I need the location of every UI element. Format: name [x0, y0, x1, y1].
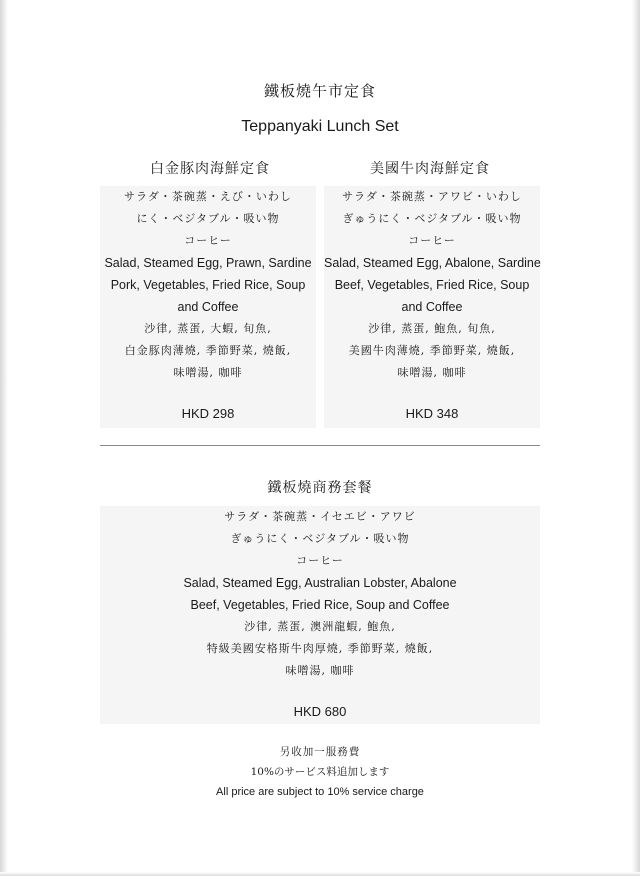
set-item-jp: ぎゅうにく・ベジタブル・吸い物 [230, 532, 410, 545]
set-item-cn: 美國牛肉薄燒, 季節野菜, 燒飯, [348, 344, 516, 357]
set-item-cn: 特級美國安格斯牛肉厚燒, 季節野菜, 燒飯, [206, 642, 434, 655]
set-item-jp: サラダ・茶碗蒸・イセエビ・アワビ [224, 510, 416, 523]
menu-title-japanese: 鐵板燒午市定食 [263, 82, 376, 100]
set-item-en: and Coffee [177, 300, 239, 314]
set-item-en: Salad, Steamed Egg, Abalone, Sardine [324, 256, 541, 270]
service-charge-en: All price are subject to 10% service charge [216, 786, 424, 798]
set-item-jp: コーヒー [184, 234, 232, 247]
set-item-cn: 沙律, 蒸蛋, 鮑魚, 旬魚, [368, 322, 496, 335]
set-item-cn: 味噌湯, 咖啡 [173, 366, 243, 379]
set-item-en: and Coffee [401, 300, 463, 314]
set-item-jp: ぎゅうにく・ベジタブル・吸い物 [342, 212, 522, 225]
service-charge-note [0, 742, 640, 802]
set-price: HKD 348 [405, 406, 459, 421]
set-item-cn: 沙律, 蒸蛋, 澳洲龍蝦, 鮑魚, [244, 620, 396, 633]
service-charge-jp: 10%のサービス料追加します [250, 766, 390, 778]
set-item-jp: にく・ベジタブル・吸い物 [136, 212, 280, 225]
set-item-en: Salad, Steamed Egg, Prawn, Sardine [104, 256, 312, 270]
set-card-us-beef [324, 186, 540, 428]
set-name-platinum-pork: 白金豚肉海鮮定食 [150, 161, 270, 177]
set-name-business: 鐵板燒商務套餐 [267, 480, 373, 496]
service-charge-cn: 另收加一服務費 [279, 746, 361, 758]
set-item-en: Beef, Vegetables, Fried Rice, Soup [334, 278, 530, 292]
set-item-jp: コーヒー [296, 554, 344, 567]
set-card-business [100, 506, 540, 724]
menu-title-english: Teppanyaki Lunch Set [241, 118, 399, 135]
set-item-jp: サラダ・茶碗蒸・えび・いわし [124, 190, 292, 203]
set-item-cn: 白金豚肉薄燒, 季節野菜, 燒飯, [124, 344, 292, 357]
section-divider [100, 445, 540, 446]
set-name-us-beef: 美國牛肉海鮮定食 [370, 161, 490, 177]
set-item-en: Beef, Vegetables, Fried Rice, Soup and Coffee [190, 598, 450, 612]
set-item-cn: 味噌湯, 咖啡 [285, 664, 355, 677]
page-edge-shadow-bottom [0, 872, 640, 876]
set-item-en: Pork, Vegetables, Fried Rice, Soup [110, 278, 306, 292]
set-price: HKD 298 [181, 406, 235, 421]
set-item-jp: サラダ・茶碗蒸・アワビ・いわし [342, 190, 522, 203]
set-item-cn: 味噌湯, 咖啡 [397, 366, 467, 379]
set-card-platinum-pork [100, 186, 316, 428]
set-item-jp: コーヒー [408, 234, 456, 247]
set-price: HKD 680 [293, 704, 347, 719]
set-item-cn: 沙律, 蒸蛋, 大蝦, 旬魚, [144, 322, 272, 335]
set-item-en: Salad, Steamed Egg, Australian Lobster, Abalone [183, 576, 457, 590]
